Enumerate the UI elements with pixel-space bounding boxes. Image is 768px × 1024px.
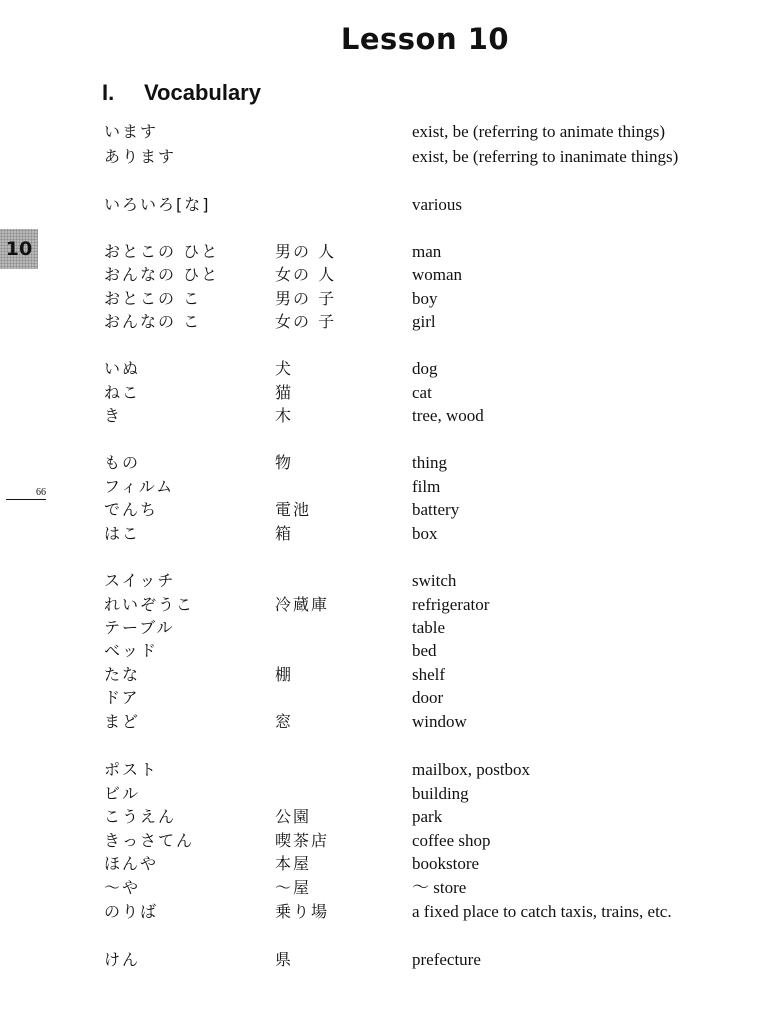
vocab-row: [0, 476, 768, 499]
vocab-row: [0, 358, 768, 381]
page-number: 66: [6, 487, 46, 500]
vocab-kanji: ～屋: [275, 878, 312, 897]
vocab-kanji: 喫茶店: [275, 831, 330, 850]
vocab-row: [0, 241, 768, 264]
vocab-kanji: 女の 子: [275, 312, 337, 331]
vocab-kanji: 県: [275, 950, 294, 969]
vocab-kanji: 猫: [275, 383, 294, 402]
vocab-kana: おとこの ひと: [104, 242, 220, 261]
vocab-english: battery: [412, 500, 460, 519]
vocab-row: [0, 264, 768, 287]
vocab-kanji: 男の 子: [275, 289, 337, 308]
vocab-row: [0, 194, 768, 217]
vocab-english: box: [412, 524, 438, 543]
vocab-kanji: 冷蔵庫: [275, 595, 330, 614]
vocab-english: a fixed place to catch taxis, trains, etc.: [412, 902, 672, 921]
vocab-kana: ベッド: [104, 641, 159, 660]
vocab-english: park: [412, 807, 443, 826]
vocab-row: [0, 499, 768, 522]
vocab-kana: れいぞうこ: [104, 595, 195, 614]
vocab-kana: いろいろ[な]: [104, 195, 211, 214]
vocab-kana: テーブル: [104, 618, 175, 637]
vocab-row: [0, 664, 768, 687]
lesson-side-tab-label: 10: [5, 238, 33, 260]
vocab-row: [0, 311, 768, 334]
vocab-row: [0, 830, 768, 853]
vocab-kanji: 木: [275, 406, 294, 425]
vocab-row: [0, 711, 768, 734]
vocab-english: mailbox, postbox: [412, 760, 531, 779]
vocab-english: cat: [412, 383, 432, 402]
vocab-row: [0, 146, 768, 169]
vocab-row: [0, 121, 768, 144]
vocab-english: tree, wood: [412, 406, 484, 425]
vocab-english: boy: [412, 289, 438, 308]
vocab-english: girl: [412, 312, 436, 331]
vocab-kana: スイッチ: [104, 571, 176, 590]
vocab-row: [0, 901, 768, 924]
vocab-kana: ドア: [104, 688, 140, 707]
vocab-row: [0, 617, 768, 640]
vocab-english: film: [412, 477, 441, 496]
vocab-kanji: 物: [275, 453, 294, 472]
section-number: I.: [102, 80, 115, 105]
page-title: Lesson 10: [340, 22, 510, 56]
vocab-kana: こうえん: [104, 807, 177, 826]
vocab-english: thing: [412, 453, 447, 472]
vocab-row: [0, 759, 768, 782]
vocab-english: woman: [412, 265, 463, 284]
vocab-english: ～ store: [412, 878, 467, 897]
vocab-kana: いぬ: [104, 359, 141, 378]
vocab-kana: もの: [104, 453, 141, 472]
vocab-english: table: [412, 618, 446, 637]
vocab-kanji: 乗り場: [275, 902, 330, 921]
vocab-row: [0, 877, 768, 900]
vocab-row: [0, 949, 768, 972]
vocab-english: refrigerator: [412, 595, 490, 614]
vocab-row: [0, 288, 768, 311]
vocab-english: bed: [412, 641, 437, 660]
vocab-english: door: [412, 688, 444, 707]
vocab-kana: ～や: [104, 878, 141, 897]
vocab-english: various: [412, 195, 463, 214]
vocab-english: bookstore: [412, 854, 480, 873]
vocab-kanji: 本屋: [275, 854, 312, 873]
vocab-row: [0, 523, 768, 546]
vocab-kanji: 電池: [275, 500, 312, 519]
vocab-row: [0, 783, 768, 806]
vocab-kana: あります: [104, 147, 177, 166]
vocab-kana: います: [104, 122, 159, 141]
vocab-kanji: 窓: [275, 712, 294, 731]
vocab-row: [0, 640, 768, 663]
vocab-kana: けん: [104, 950, 141, 969]
vocab-kana: のりば: [104, 902, 159, 921]
vocab-english: man: [412, 242, 442, 261]
vocab-row: [0, 570, 768, 593]
vocab-kana: き: [104, 406, 123, 425]
vocab-english: switch: [412, 571, 457, 590]
vocab-kanji: 箱: [275, 524, 294, 543]
vocab-english: shelf: [412, 665, 446, 684]
vocab-kana: たな: [104, 665, 141, 684]
vocab-english: prefecture: [412, 950, 481, 969]
vocab-row: [0, 405, 768, 428]
vocab-english: coffee shop: [412, 831, 491, 850]
vocab-kana: ポスト: [104, 760, 159, 779]
vocab-row: [0, 806, 768, 829]
vocab-english: dog: [412, 359, 438, 378]
vocab-kanji: 犬: [275, 359, 294, 378]
vocab-kana: ビル: [104, 784, 141, 803]
vocab-kana: ほんや: [104, 854, 159, 873]
vocab-kana: きっさてん: [104, 831, 195, 850]
vocab-english: exist, be (referring to animate things): [412, 122, 666, 141]
vocab-kana: フィルム: [104, 477, 175, 496]
vocab-kana: はこ: [104, 524, 141, 543]
vocab-kanji: 棚: [275, 665, 294, 684]
vocab-kana: おんなの こ: [104, 312, 202, 331]
vocab-kana: おとこの こ: [104, 289, 202, 308]
vocab-kanji: 女の 人: [275, 265, 337, 284]
vocab-kana: でんち: [104, 500, 159, 519]
section-title: Vocabulary: [144, 80, 261, 105]
vocab-kana: おんなの ひと: [104, 265, 220, 284]
vocab-kana: ねこ: [104, 383, 141, 402]
vocab-english: building: [412, 784, 469, 803]
vocab-row: [0, 382, 768, 405]
vocab-row: [0, 853, 768, 876]
vocab-english: exist, be (referring to inanimate things): [412, 147, 679, 166]
vocab-row: [0, 452, 768, 475]
vocab-kana: まど: [104, 712, 141, 731]
vocab-row: [0, 594, 768, 617]
vocab-row: [0, 687, 768, 710]
vocab-english: window: [412, 712, 467, 731]
vocab-kanji: 公園: [275, 807, 312, 826]
vocab-kanji: 男の 人: [275, 242, 337, 261]
